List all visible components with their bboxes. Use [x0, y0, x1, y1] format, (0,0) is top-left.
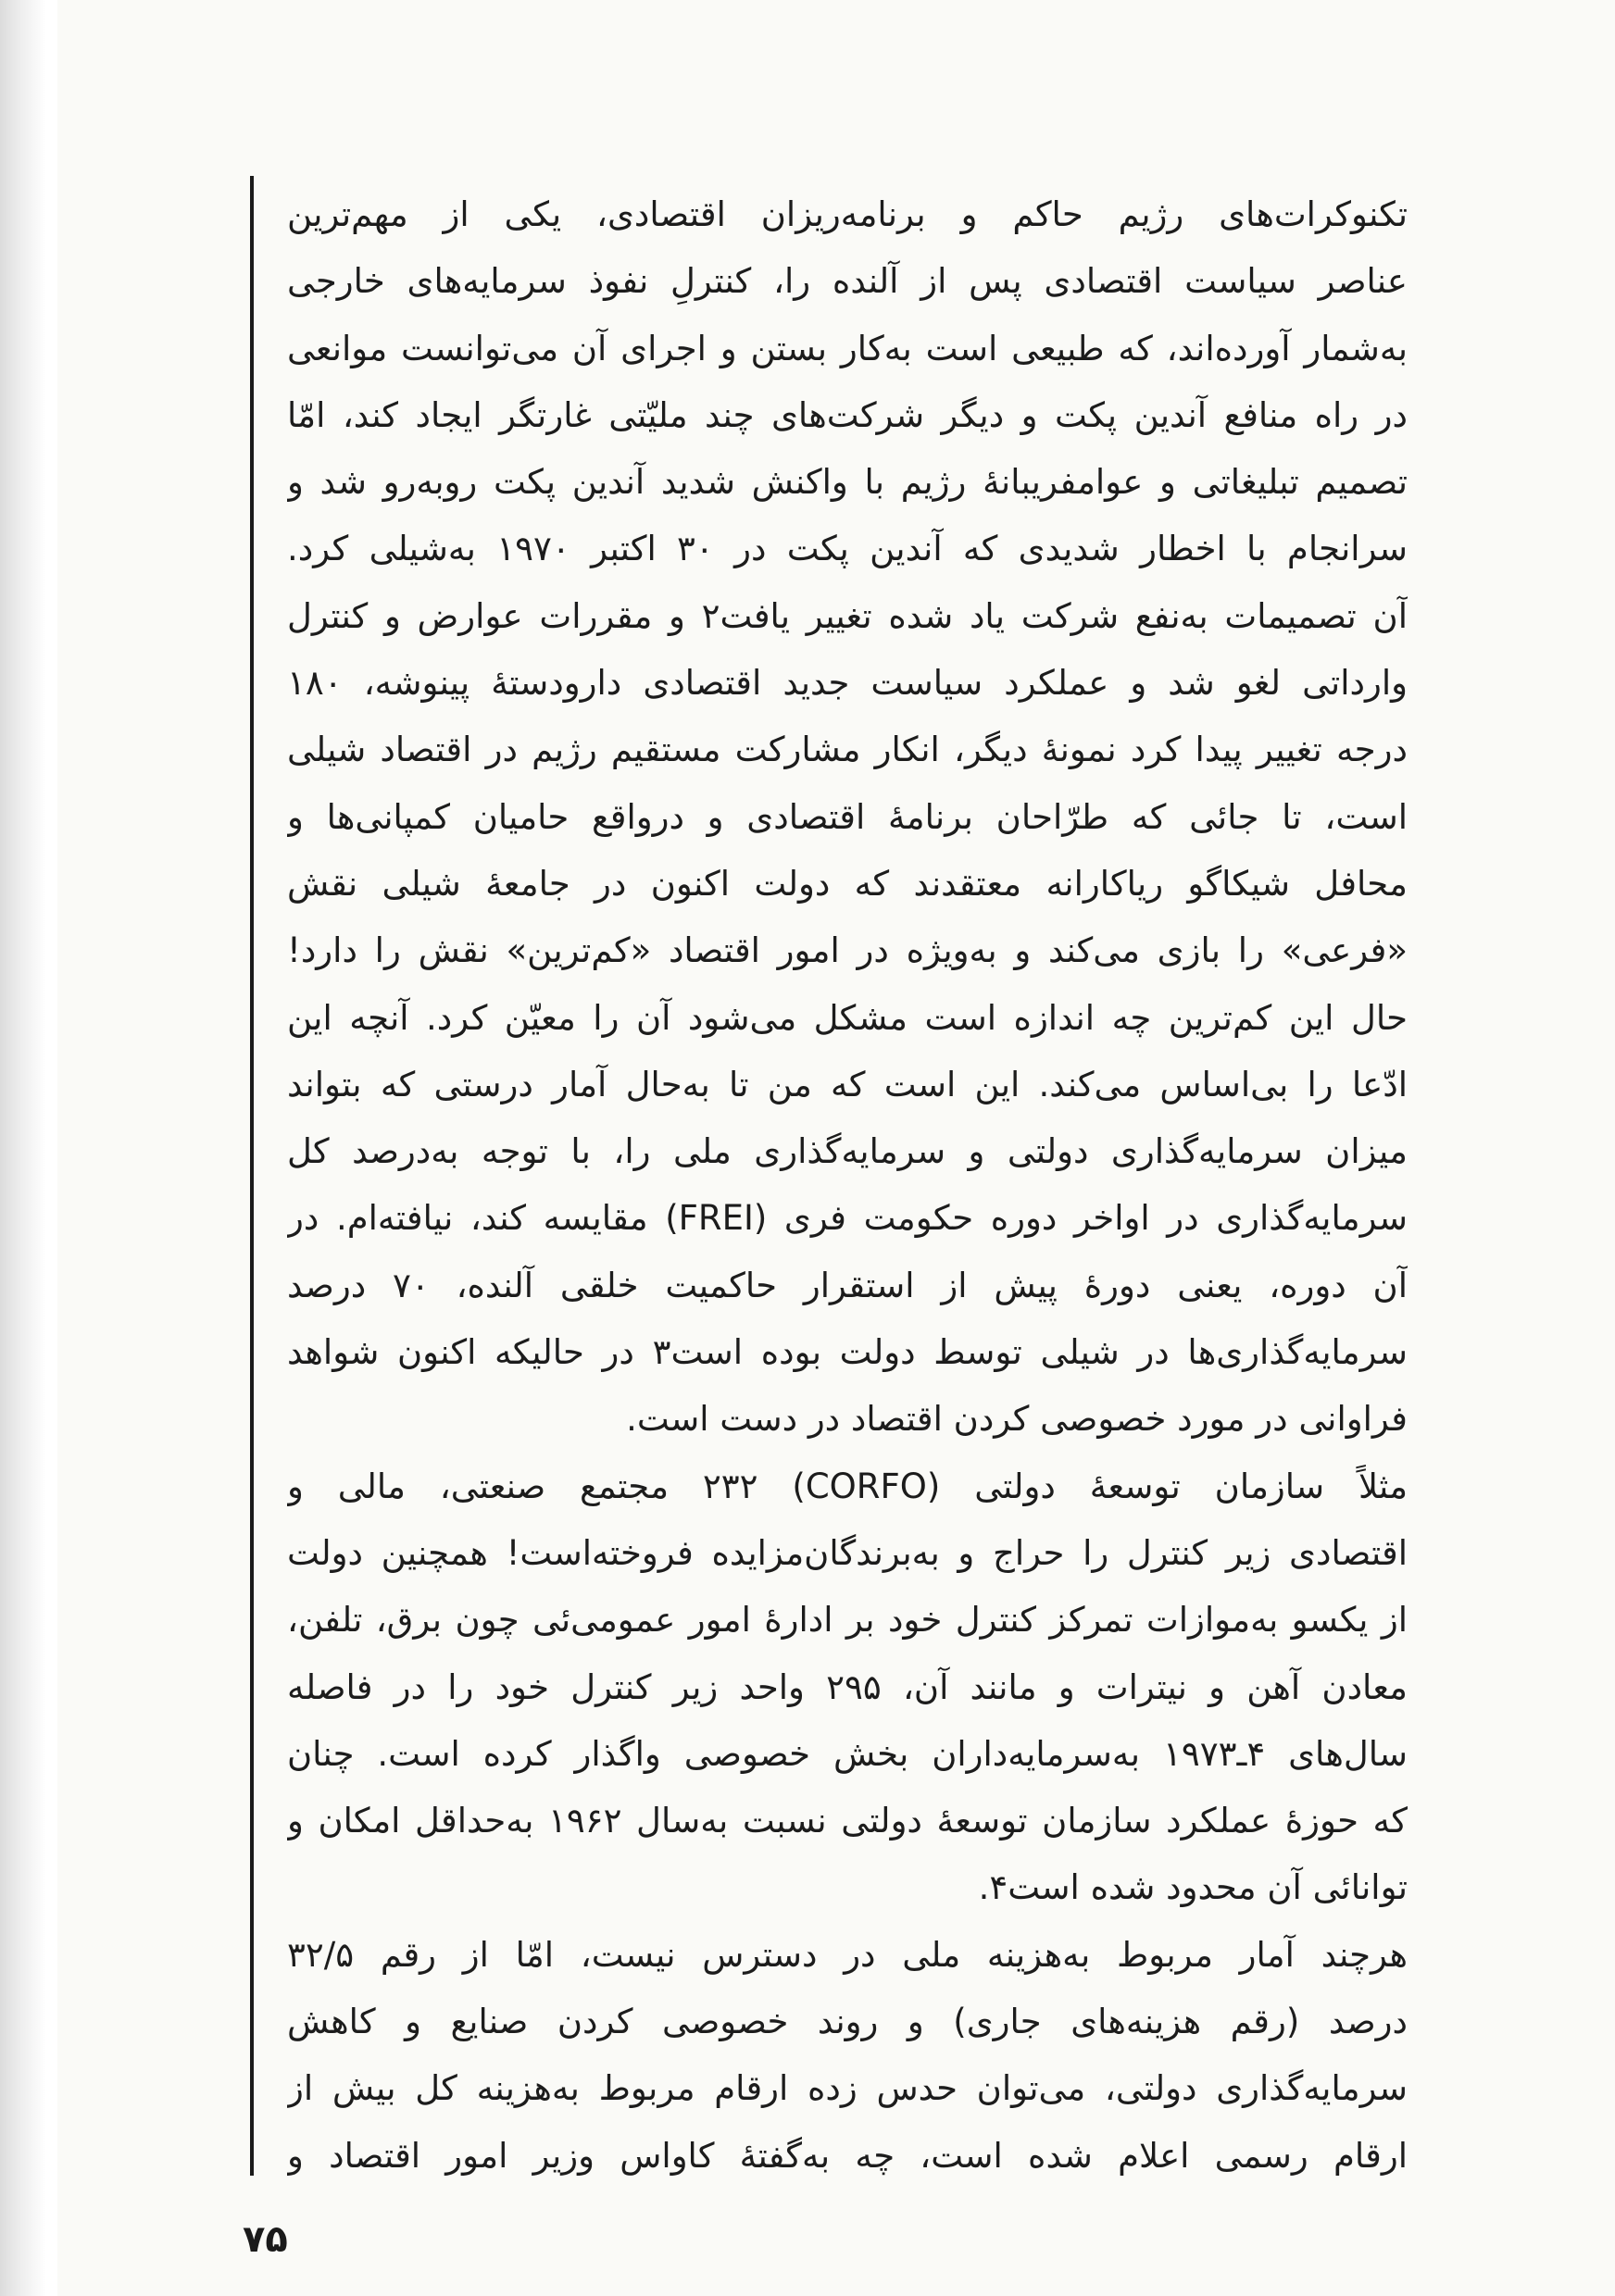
text-line: محافل شیکاگو ریاکارانه معتقدند که دولت اکنون در جامعۀ شیلی نقش [287, 863, 1408, 904]
text-line: سرمایه‌گذاری در اواخر دوره حکومت فری (FREI) مقایسه کند، نیافته‌ام. در [287, 1198, 1408, 1239]
text-line: تکنوکرات‌های رژیم حاکم و برنامه‌ریزان اقتصادی، یکی از مهم‌ترین [287, 194, 1408, 234]
text-line: درجه تغییر پیدا کرد نمونۀ دیگر، انکار مشارکت مستقیم رژیم در اقتصاد شیلی [287, 730, 1408, 770]
text-line: درصد (رقم هزینه‌های جاری) و روند خصوصی کردن صنایع و کاهش [287, 2002, 1408, 2042]
text-line: میزان سرمایه‌گذاری دولتی و سرمایه‌گذاری ملی را، با توجه به‌درصد کل [287, 1131, 1408, 1172]
text-line: ارقام رسمی اعلام شده است، چه به‌گفتۀ کاواس وزیر امور اقتصاد و [287, 2135, 1408, 2176]
text-line: حال این کم‌ترین چه اندازه است مشکل می‌شود آن را معیّن کرد. آنچه این [287, 997, 1408, 1038]
page-number: ۷۵ [243, 2218, 288, 2261]
text-line: سرمایه‌گذاری دولتی، می‌توان حدس زده ارقام مربوط به‌هزینه کل بیش از [287, 2068, 1408, 2109]
text-line: آن تصمیمات به‌نفع شرکت یاد شده تغییر یافت۲ و مقررات عوارض و کنترل [287, 595, 1408, 636]
text-line: سال‌های ۴ـ۱۹۷۳ به‌سرمایه‌داران بخش خصوصی واگذار کرده است. چنان [287, 1733, 1408, 1774]
text-line: «فرعی» را بازی می‌کند و به‌ویژه در امور اقتصاد «کم‌ترین» نقش را دارد! [287, 930, 1408, 971]
text-line: سرانجام با اخطار شدیدی که آندین پکت در ۳۰ اکتبر ۱۹۷۰ به‌شیلی کرد. [287, 529, 1408, 569]
text-line: مثلاً سازمان توسعۀ دولتی (CORFO) ۲۳۲ مجتمع صنعتی، مالی و [287, 1466, 1408, 1506]
body-text [287, 181, 1408, 2176]
text-line: ادّعا را بی‌اساس می‌کند. این است که من تا به‌حال آمار درستی که بتواند [287, 1064, 1408, 1104]
text-line: در راه منافع آندین پکت و دیگر شرکت‌های چند ملیّتی غارتگر ایجاد کند، امّا [287, 394, 1408, 435]
text-line: عناصر سیاست اقتصادی پس از آلنده را، کنترلِ نفوذ سرمایه‌های خارجی [287, 261, 1408, 302]
text-line: وارداتی لغو شد و عملکرد سیاست جدید اقتصادی دارودستۀ پینوشه، ۱۸۰ [287, 663, 1408, 704]
text-line: فراوانی در مورد خصوصی کردن اقتصاد در دست است. [626, 1399, 1408, 1440]
text-line: تصمیم تبلیغاتی و عوامفریبانۀ رژیم با واکنش شدید آندین پکت روبه‌رو شد و [287, 462, 1408, 503]
text-line: معادن آهن و نیترات و مانند آن، ۲۹۵ واحد زیر کنترل خود را در فاصله [287, 1666, 1408, 1707]
text-line: به‌شمار آورده‌اند، که طبیعی است به‌کار بستن و اجرای آن می‌توانست موانعی [287, 328, 1408, 368]
text-line: از یکسو به‌موازات تمرکز کنترل خود بر ادارۀ امور عمومی‌ئی چون برق، تلفن، [287, 1600, 1408, 1641]
text-line: که حوزۀ عملکرد سازمان توسعۀ دولتی نسبت به‌سال ۱۹۶۲ به‌حداقل امکان و [287, 1801, 1408, 1841]
margin-rule [250, 176, 254, 2176]
text-line: آن دوره، یعنی دورۀ پیش از استقرار حاکمیت خلقی آلنده، ۷۰ درصد [287, 1265, 1408, 1305]
text-line: سرمایه‌گذاری‌ها در شیلی توسط دولت بوده است۳ در حالیکه اکنون شواهد [287, 1332, 1408, 1373]
text-line: اقتصادی زیر کنترل را حراج و به‌برندگان‌مزایده فروخته‌است! همچنین دولت [287, 1532, 1408, 1573]
text-line: هرچند آمار مربوط به‌هزینه ملی در دسترس نیست، امّا از رقم ۳۲/۵ [287, 1934, 1408, 1975]
text-line: است، تا جائی که طرّاحان برنامۀ اقتصادی و درواقع حامیان کمپانی‌ها و [287, 796, 1408, 837]
scan-background [0, 0, 46, 2296]
text-line: توانائی آن محدود شده است۴. [978, 1867, 1408, 1908]
